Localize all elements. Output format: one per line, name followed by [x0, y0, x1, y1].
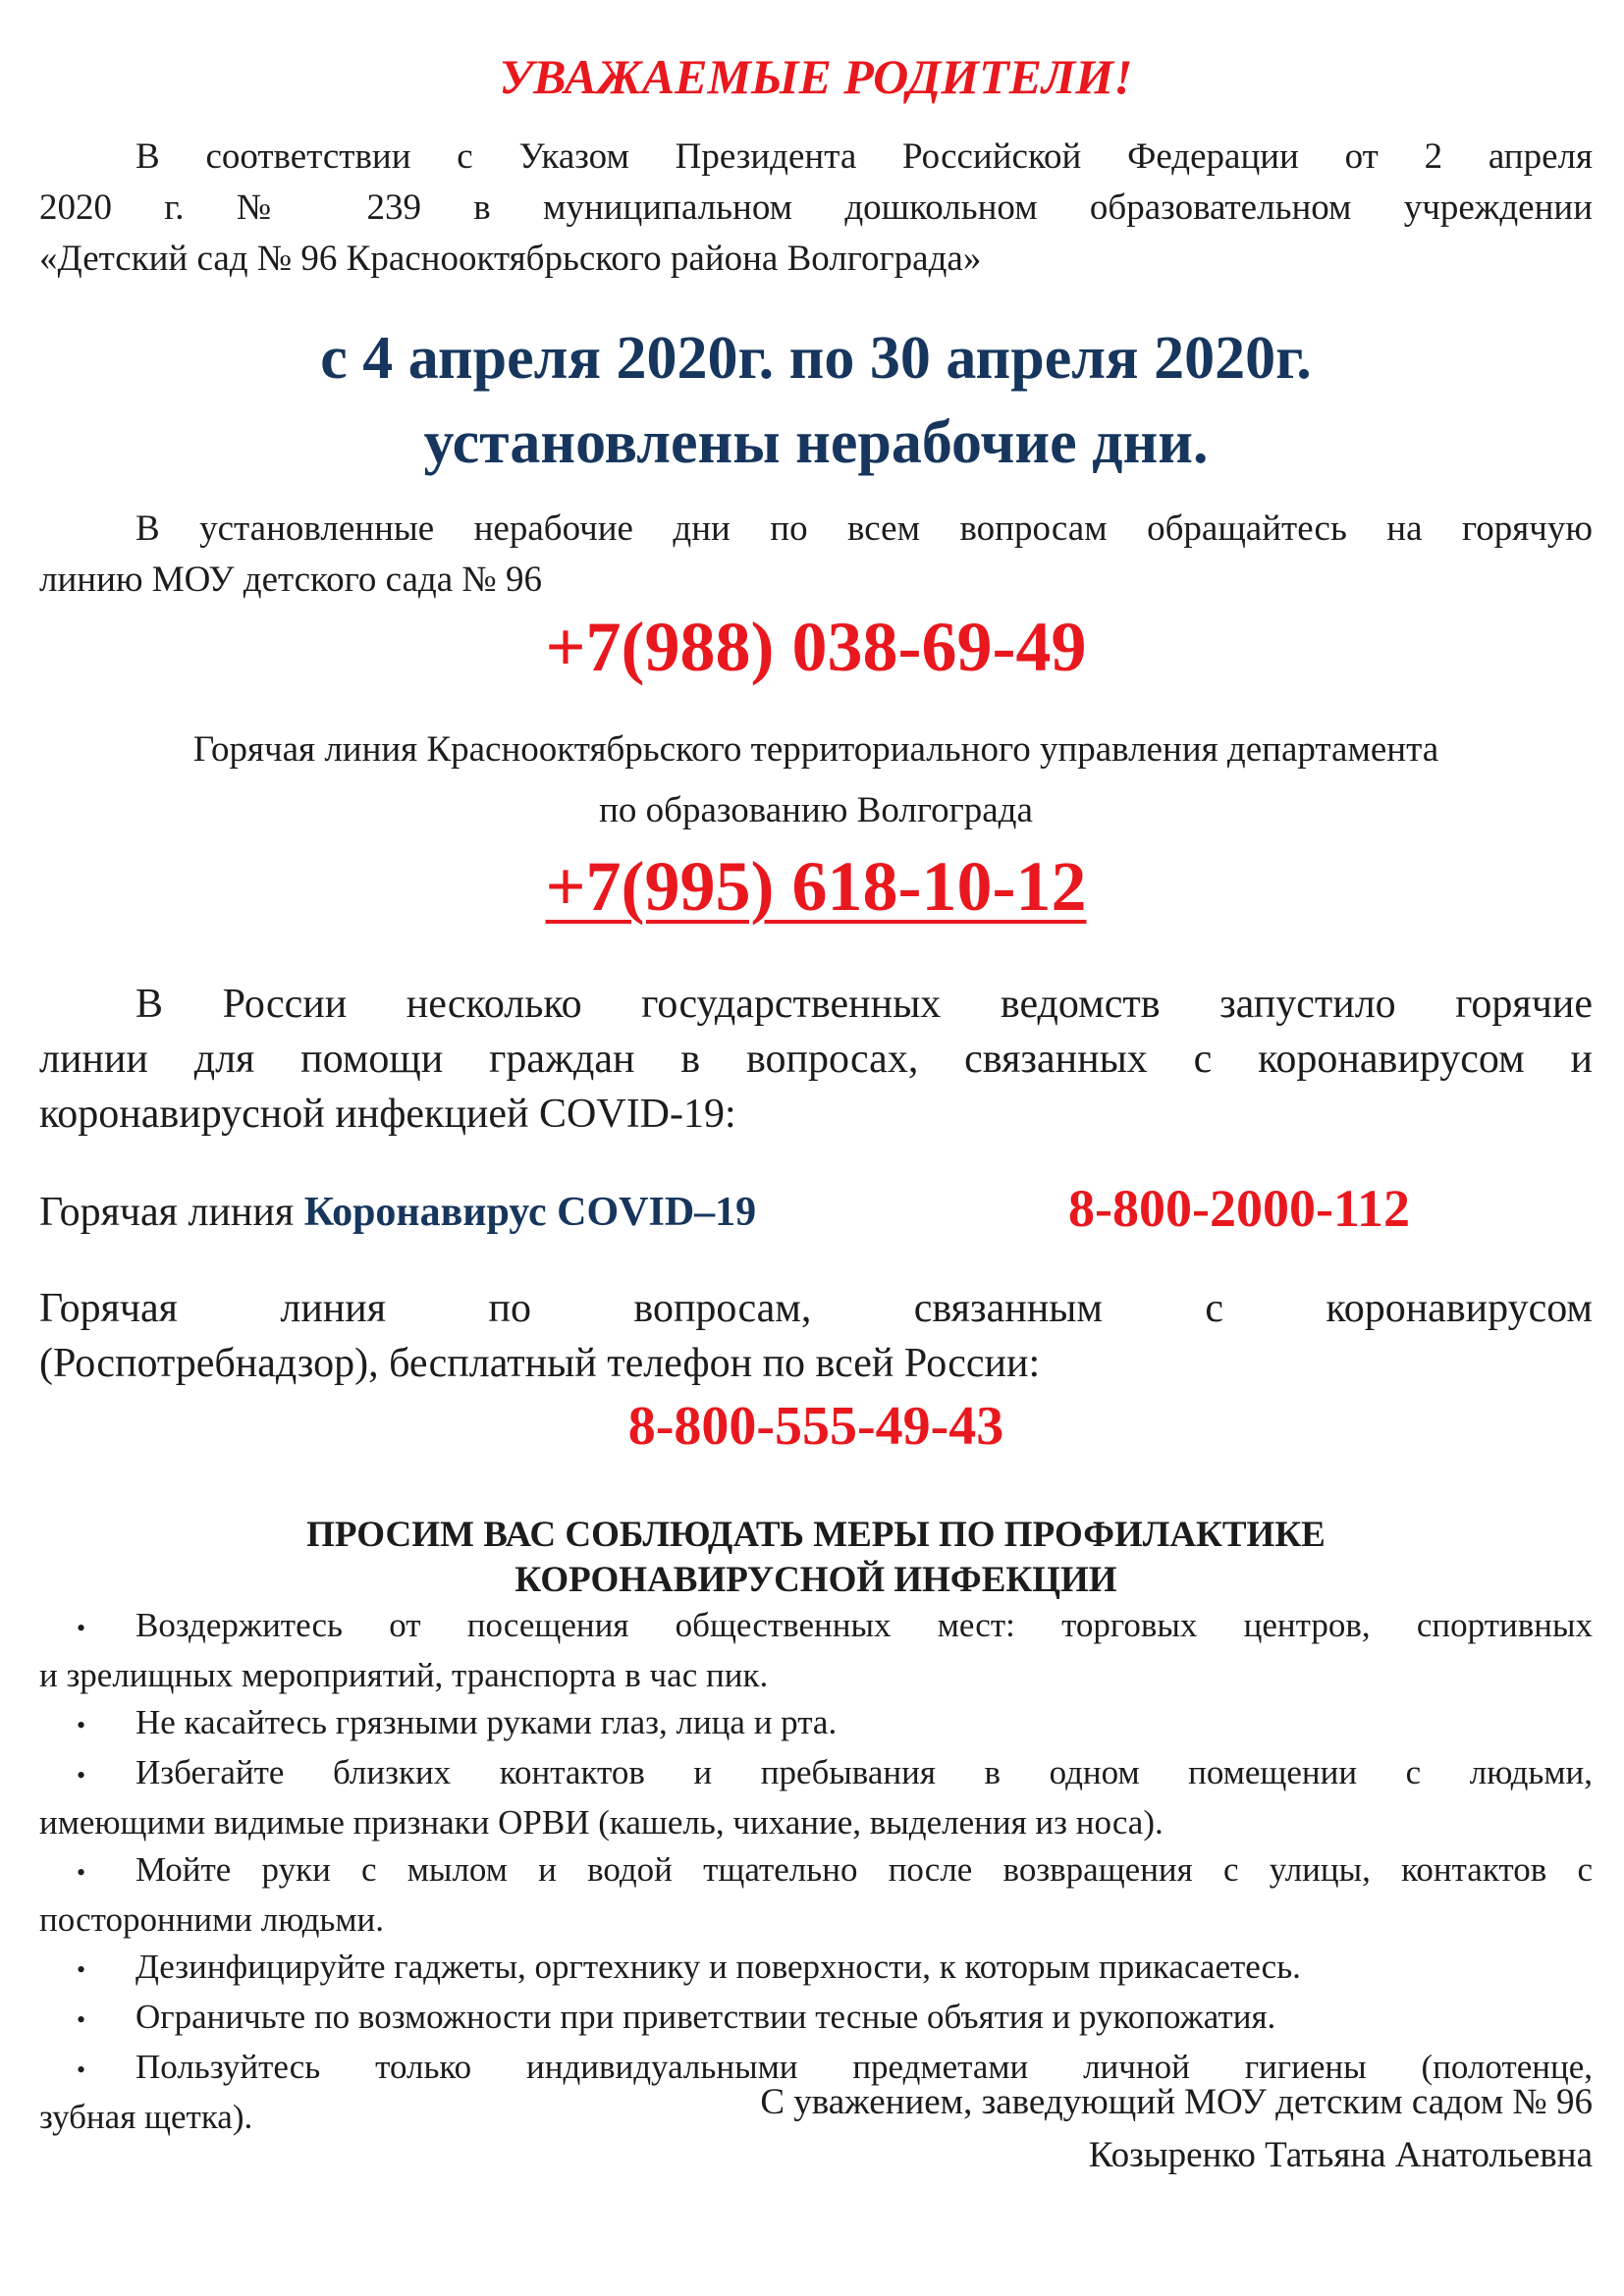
- bullet-icon: •: [77, 2056, 86, 2084]
- intro-line: 2020 г. № 239 в муниципальном дошкольном образовательном учреждении: [39, 187, 1593, 228]
- department-line: Горячая линия Краснооктябрьского территориального управления департамента: [192, 729, 1439, 770]
- russia-line: В России несколько государственных ведомств запустило горячие: [135, 982, 1593, 1027]
- russia-line: линии для помощи граждан в вопросах, связанных с коронавирусом и: [39, 1037, 1593, 1082]
- covid-hotline-phone: 8-800-2000-112: [1068, 1179, 1410, 1238]
- covid-hotline: [39, 1179, 1593, 1242]
- list-item: [39, 1602, 1593, 1699]
- list-item-text: посторонними людьми.: [39, 1900, 385, 1939]
- list-item-text: Мойте руки с мылом и водой тщательно после возвращения с улицы, контактов с: [135, 1850, 1593, 1889]
- department-phone-number: +7(995) 618-10-12: [545, 847, 1087, 926]
- list-item-text: Пользуйтесь только индивидуальными предметами личной гигиены (полотенце,: [135, 2048, 1593, 2086]
- intro-line: «Детский сад № 96 Краснооктябрьского района Волгограда»: [39, 239, 982, 279]
- list-item-text: Дезинфицируйте гаджеты, оргтехнику и поверхности, к которым прикасаетесь.: [135, 1948, 1301, 1986]
- list-item-text: Воздержитесь от посещения общественных мест: торговых центров, спортивных: [135, 1606, 1593, 1644]
- measures-list: [39, 1602, 1593, 2141]
- signature: [39, 2076, 1593, 2182]
- list-item: [39, 1846, 1593, 1944]
- list-item-text: имеющими видимые признаки ОРВИ (кашель, чихание, выделения из носа).: [39, 1803, 1164, 1842]
- measures-heading: [39, 1513, 1593, 1603]
- page-title: УВАЖАЕМЫЕ РОДИТЕЛИ!: [499, 49, 1133, 104]
- rospotreb-paragraph: [39, 1281, 1593, 1391]
- measures-heading-line: КОРОНАВИРУСНОЙ ИНФЕКЦИИ: [514, 1560, 1117, 1600]
- rospotreb-line: Горячая линия по вопросам, связанным с коронавирусом: [39, 1286, 1593, 1331]
- bullet-icon: •: [77, 1711, 86, 1739]
- rospotreb-phone: 8-800-555-49-43: [627, 1396, 1004, 1457]
- dates-caption: установлены нерабочие дни.: [423, 409, 1209, 476]
- contact-paragraph: [39, 504, 1593, 606]
- department-hotline-text: [39, 720, 1593, 841]
- rospotreb-line: (Роспотребнадзор), бесплатный телефон по всей России:: [39, 1341, 1041, 1386]
- measures-heading-line: ПРОСИМ ВАС СОБЛЮДАТЬ МЕРЫ ПО ПРОФИЛАКТИКЕ: [306, 1515, 1326, 1555]
- bullet-icon: •: [77, 1761, 86, 1789]
- list-item-text: Избегайте близких контактов и пребывания в одном помещении с людьми,: [135, 1753, 1593, 1791]
- covid-hotline-name: Коронавирус COVID–19: [303, 1190, 757, 1235]
- list-item-text: и зрелищных мероприятий, транспорта в час пик.: [39, 1656, 769, 1694]
- non-working-days-banner: [39, 316, 1593, 485]
- russia-line: коронавирусной инфекцией COVID-19:: [39, 1092, 736, 1137]
- bullet-icon: •: [77, 1858, 86, 1887]
- list-item: [39, 1749, 1593, 1846]
- list-item-text: Ограничьте по возможности при приветствии тесные объятия и рукопожатия.: [135, 1998, 1276, 2036]
- department-line: по образованию Волгограда: [599, 790, 1033, 830]
- list-item-text: Не касайтесь грязными руками глаз, лица и рта.: [135, 1703, 838, 1741]
- list-item: [39, 1944, 1593, 1994]
- department-phone: [39, 844, 1593, 929]
- bullet-icon: •: [77, 2005, 86, 2034]
- intro-paragraph: [39, 132, 1593, 285]
- list-item: [39, 1699, 1593, 1749]
- kindergarten-phone: +7(988) 038-69-49: [545, 608, 1087, 686]
- contact-line: В установленные нерабочие дни по всем вопросам обращайтесь на горячую: [135, 508, 1593, 549]
- list-item: [39, 1994, 1593, 2044]
- dates-range: с 4 апреля 2020г. по 30 апреля 2020г.: [320, 325, 1312, 392]
- intro-line: В соответствии с Указом Президента Российской Федерации от 2 апреля: [135, 136, 1593, 177]
- signature-line: С уважением, заведующий МОУ детским садом № 96: [760, 2082, 1593, 2122]
- russia-hotlines-paragraph: [39, 977, 1593, 1142]
- bullet-icon: •: [77, 1955, 86, 1984]
- bullet-icon: •: [77, 1614, 86, 1642]
- covid-hotline-prefix: Горячая линия: [39, 1190, 295, 1235]
- signature-name: Козыренко Татьяна Анатольевна: [1088, 2135, 1593, 2175]
- contact-line: линию МОУ детского сада № 96: [39, 560, 542, 600]
- list-item-text: зубная щетка).: [39, 2098, 253, 2136]
